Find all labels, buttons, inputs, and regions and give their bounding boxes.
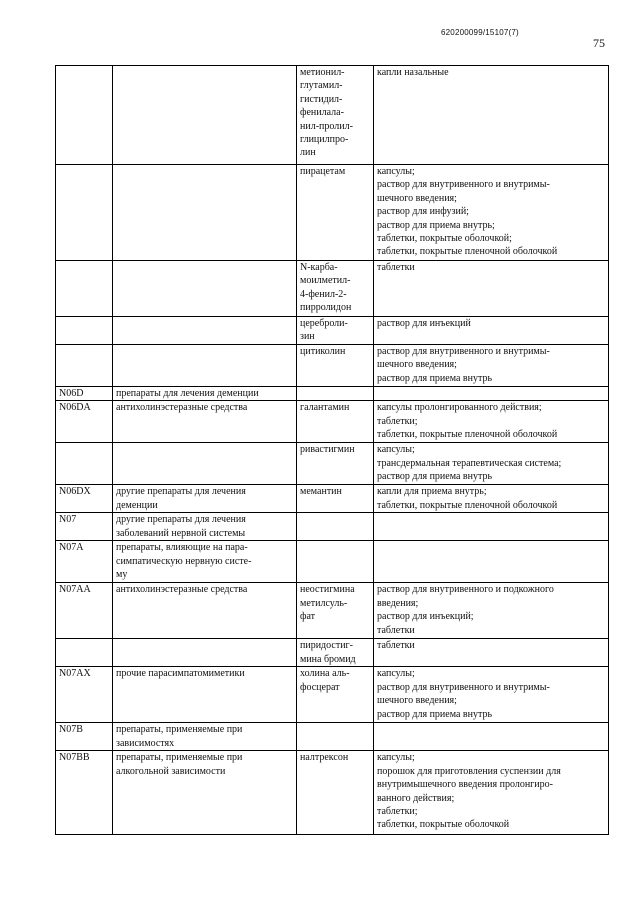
dosage-forms-cell [374,723,609,751]
dosage-forms-cell: таблетки [374,639,609,667]
dosage-forms-cell: капсулы; трансдермальная терапевтическая система; раствор для приема внутрь [374,443,609,485]
drug-name-cell: налтрексон [297,751,374,835]
table-row [56,443,609,485]
table-row [56,667,609,723]
drug-name-cell [297,541,374,583]
atc-group-cell: препараты, применяемые при зависимостях [113,723,297,751]
drug-name-cell [297,723,374,751]
dosage-forms-cell: капли для приема внутрь; таблетки, покрытые пленочной оболочкой [374,485,609,513]
document-id: 620200099/15107(7) [441,28,519,37]
atc-group-cell [113,66,297,165]
atc-code-cell: N07 [56,513,113,541]
atc-group-cell [113,345,297,387]
atc-code-cell [56,345,113,387]
table-row [56,317,609,345]
atc-group-cell: препараты для лечения деменции [113,387,297,401]
atc-code-cell: N07AA [56,583,113,639]
table-row [56,66,609,165]
atc-group-cell: другие препараты для лечения деменции [113,485,297,513]
atc-code-cell [56,317,113,345]
dosage-forms-cell: капсулы пролонгированного действия; таблетки; таблетки, покрытые пленочной оболочкой [374,401,609,443]
atc-code-cell: N06DA [56,401,113,443]
table-row [56,541,609,583]
table-row [56,723,609,751]
drug-name-cell: холина аль- фосцерат [297,667,374,723]
drug-name-cell [297,513,374,541]
table-row [56,485,609,513]
drug-name-cell: цереброли- зин [297,317,374,345]
atc-code-cell: N06DX [56,485,113,513]
dosage-forms-cell: капсулы; раствор для внутривенного и внутримы- шечного введения; раствор для инфузий; раствор для приема внутрь; таблетки, покрытые оболочкой; таблетки, покрытые пленочной оболочкой [374,165,609,261]
drug-name-cell: неостигмина метилсуль- фат [297,583,374,639]
drug-name-cell: N-карба- моилметил- 4-фенил-2- пирролидон [297,261,374,317]
atc-code-cell: N07AX [56,667,113,723]
atc-group-cell [113,261,297,317]
atc-group-cell: прочие парасимпатомиметики [113,667,297,723]
table-row [56,261,609,317]
atc-group-cell [113,317,297,345]
table-row [56,639,609,667]
drug-name-cell: цитиколин [297,345,374,387]
page-number: 75 [593,36,605,50]
dosage-forms-cell [374,541,609,583]
drug-name-cell: ривастигмин [297,443,374,485]
table-row [56,401,609,443]
dosage-forms-cell: раствор для инъекций [374,317,609,345]
atc-group-cell [113,443,297,485]
dosage-forms-cell: капсулы; порошок для приготовления суспензии для внутримышечного введения пролонгиро- ванного действия; таблетки; таблетки, покрытые оболочкой [374,751,609,835]
atc-code-cell [56,639,113,667]
atc-code-cell [56,261,113,317]
dosage-forms-cell: капсулы; раствор для внутривенного и внутримы- шечного введения; раствор для приема внутрь [374,667,609,723]
table-row [56,583,609,639]
table-row [56,165,609,261]
atc-code-cell [56,165,113,261]
atc-group-cell: антихолинэстеразные средства [113,583,297,639]
atc-code-cell: N06D [56,387,113,401]
drug-name-cell: пирацетам [297,165,374,261]
atc-code-cell: N07B [56,723,113,751]
table-row [56,751,609,835]
atc-code-cell: N07A [56,541,113,583]
atc-code-cell [56,443,113,485]
table-row [56,387,609,401]
table-row [56,513,609,541]
atc-group-cell [113,165,297,261]
dosage-forms-cell: раствор для внутривенного и внутримы- шечного введения; раствор для приема внутрь [374,345,609,387]
drug-name-cell: мемантин [297,485,374,513]
atc-group-cell [113,639,297,667]
dosage-forms-cell [374,387,609,401]
drug-table [55,65,609,835]
atc-code-cell: N07BB [56,751,113,835]
drug-name-cell [297,387,374,401]
atc-group-cell: препараты, влияющие на пара- симпатическую нервную систе- му [113,541,297,583]
drug-name-cell: галантамин [297,401,374,443]
dosage-forms-cell: таблетки [374,261,609,317]
atc-group-cell: антихолинэстеразные средства [113,401,297,443]
atc-group-cell: препараты, применяемые при алкогольной зависимости [113,751,297,835]
dosage-forms-cell [374,513,609,541]
dosage-forms-cell: раствор для внутривенного и подкожного введения; раствор для инъекций; таблетки [374,583,609,639]
atc-group-cell: другие препараты для лечения заболеваний нервной системы [113,513,297,541]
table-row [56,345,609,387]
dosage-forms-cell: капли назальные [374,66,609,165]
atc-code-cell [56,66,113,165]
drug-name-cell: пиридостиг- мина бромид [297,639,374,667]
drug-name-cell: метионил- глутамил- гистидил- фенилала- нил-пролил- глицилпро- лин [297,66,374,165]
